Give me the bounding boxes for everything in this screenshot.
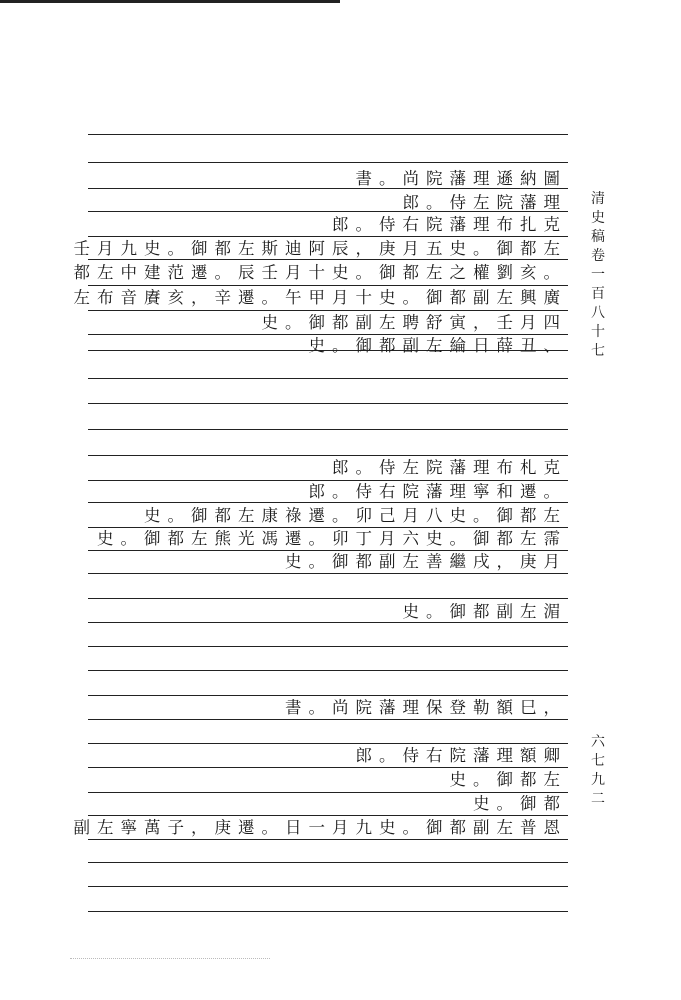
table-rule [88, 403, 568, 404]
table-rule [88, 429, 568, 430]
text-line: 史。御都副左善繼戌，庚月 [285, 552, 567, 571]
table-rule [88, 911, 568, 912]
table-rule [88, 862, 568, 863]
table-rule [88, 670, 568, 671]
text-line: 史。御都左 [449, 770, 567, 789]
text-line: 史。御都副左湄 [402, 602, 567, 621]
page-number: 六七九二 [591, 734, 605, 807]
text-line: 書。尚院藩理遜納圖 [355, 169, 567, 188]
text-line: 史。御都左康祿遷。卯己月八史。御都左 [144, 506, 567, 525]
top-border [0, 0, 340, 3]
table-rule [88, 886, 568, 887]
text-line: 郎。侍右院藩理額卿 [355, 746, 567, 765]
table-rule [88, 162, 568, 163]
table-rule [88, 646, 568, 647]
text-line: 史。御都副左聘舒寅，壬月四 [261, 313, 567, 332]
text-line: 郎。侍右院藩理布扎克 [332, 215, 567, 234]
text-line: 都左中建范遷。辰壬月十史。御都左之權劉亥。 [73, 263, 567, 282]
table-rule [88, 134, 568, 135]
text-line: 史。御都左熊光馮遷。卯丁月六史。御都左霈 [97, 529, 567, 548]
text-line: 壬月九史。御都左斯迪阿辰，庚月五史。御都左 [73, 239, 567, 258]
text-line: 左布音賡亥，辛遷。午甲月十史。御都副左興廣 [73, 288, 567, 307]
table-rule [88, 378, 568, 379]
text-line: 郎。侍左院藩理布札克 [332, 458, 567, 477]
text-line: 郎。侍右院藩理寧和遷。 [308, 482, 567, 501]
text-line: 史。御都副左綸日薛丑、 [308, 336, 567, 355]
running-title: 清史稿卷一百八十七 [591, 191, 605, 359]
text-line: 副左寧萬子，庚遷。日一月九史。御都副左普恩 [73, 818, 567, 837]
scan-speckle [70, 958, 270, 960]
text-line: 書。尚院藩理保登勒額巳， [285, 698, 567, 717]
text-line: 史。御都 [473, 794, 567, 813]
text-line: 郎。侍左院藩理 [402, 193, 567, 212]
